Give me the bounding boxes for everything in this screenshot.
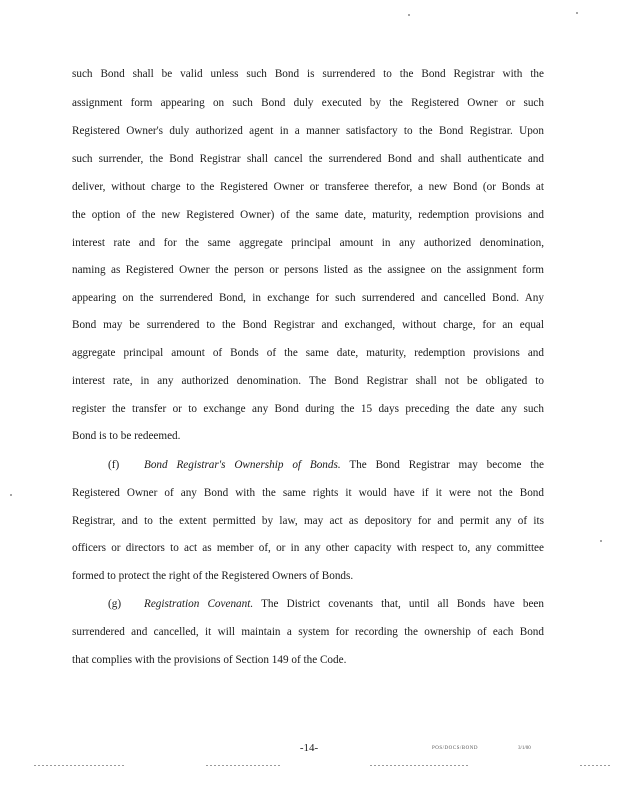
body-line: appearing on the surrendered Bond, in exchange for such surrendered and cancelled Bond. Any — [72, 292, 544, 304]
body-line: interest rate, in any authorized denomination. The Bond Registrar shall not be obligated to — [72, 375, 544, 387]
body-line: surrendered and cancelled, it will maintain a system for recording the ownership of each Bond — [72, 626, 544, 638]
section-f-marker: (f) — [108, 459, 120, 471]
section-f-first-line — [72, 458, 544, 472]
body-line: interest rate and for the same aggregate principal amount in any authorized denomination, — [72, 237, 544, 249]
section-g-heading: Registration Covenant. — [144, 598, 254, 610]
body-line: aggregate principal amount of Bonds of the same date, maturity, redemption provisions and — [72, 347, 544, 359]
scan-artifact — [206, 765, 280, 766]
body-line: Registrar, and to the extent permitted by law, may act as depository for and permit any of its — [72, 515, 544, 527]
scan-speck — [600, 540, 602, 542]
scan-speck — [408, 14, 410, 16]
page-number: -14- — [299, 742, 319, 754]
body-line: assignment form appearing on such Bond duly executed by the Registered Owner or such — [72, 97, 544, 109]
body-line: that complies with the provisions of Section 149 of the Code. — [72, 654, 347, 666]
body-line: register the transfer or to exchange any Bond during the 15 days preceding the date any such — [72, 403, 544, 415]
body-line: Bond may be surrendered to the Bond Registrar and exchanged, without charge, for an equal — [72, 319, 544, 331]
section-g-marker: (g) — [108, 598, 122, 610]
section-f-heading: Bond Registrar's Ownership of Bonds. — [144, 459, 341, 471]
section-g-first-line — [72, 597, 544, 611]
footer-date-code: 3/1/00 — [518, 746, 531, 751]
footer-doc-code: POS/DOCS/BOND — [432, 746, 478, 751]
body-line: such surrender, the Bond Registrar shall cancel the surrendered Bond and shall authenticate and — [72, 153, 544, 165]
body-line: the option of the new Registered Owner) of the same date, maturity, redemption provisions and — [72, 209, 544, 221]
body-line: Registered Owner's duly authorized agent in a manner satisfactory to the Bond Registrar. Upon — [72, 125, 544, 137]
section-f-text: The Bond Registrar may become the — [349, 459, 545, 471]
section-g-text: The District covenants that, until all Bonds have been — [261, 598, 544, 610]
body-line: Registered Owner of any Bond with the same rights it would have if it were not the Bond — [72, 487, 544, 499]
body-line: Bond is to be redeemed. — [72, 430, 181, 442]
scan-speck — [576, 12, 578, 14]
scan-artifact — [370, 765, 470, 766]
scan-speck — [10, 494, 12, 496]
body-line: officers or directors to act as member of, or in any other capacity with respect to, any committee — [72, 542, 544, 554]
body-line: such Bond shall be valid unless such Bond is surrendered to the Bond Registrar with the — [72, 68, 544, 80]
scan-artifact — [34, 765, 124, 766]
body-line: deliver, without charge to the Registered Owner or transferee therefor, a new Bond (or Bonds at — [72, 181, 544, 193]
scan-artifact — [580, 765, 610, 766]
body-line: naming as Registered Owner the person or persons listed as the assignee on the assignment form — [72, 264, 544, 276]
body-line: formed to protect the right of the Registered Owners of Bonds. — [72, 570, 354, 582]
